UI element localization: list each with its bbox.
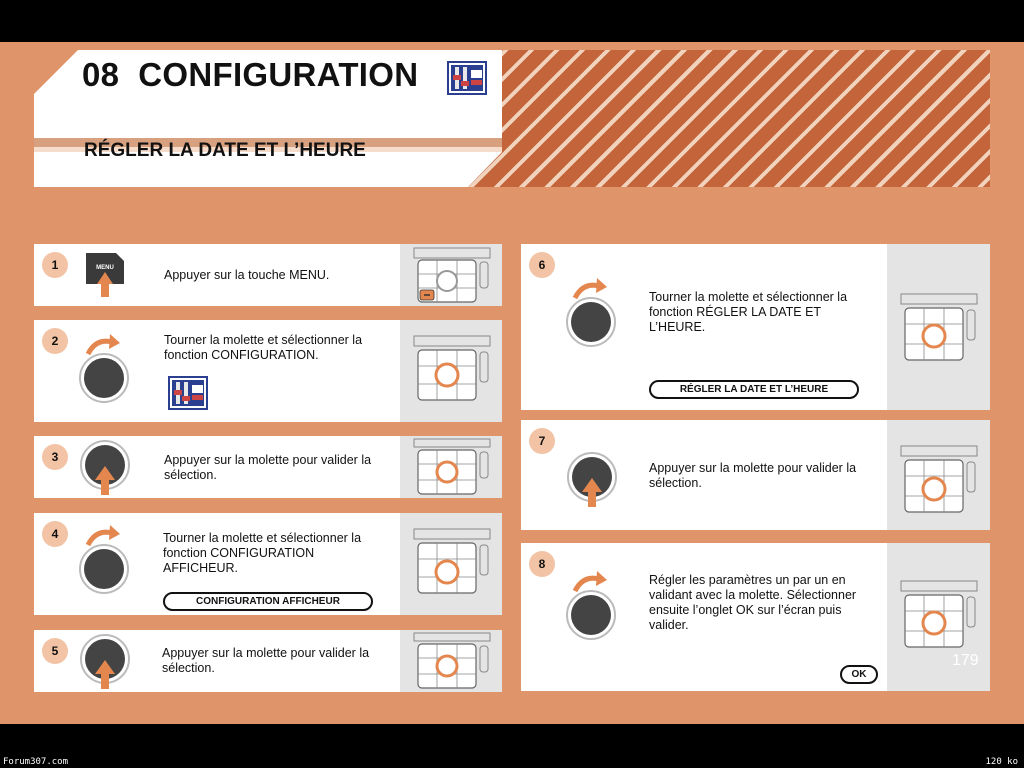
step-number: 1 [42,252,68,278]
step-number: 6 [529,252,555,278]
footer-source: Forum307.com [3,757,69,767]
ok-button: OK [840,665,878,684]
rotate-knob-icon [78,330,132,404]
step-text: Appuyer sur la molette pour valider la sélection. [164,453,372,482]
press-knob-icon [567,450,617,508]
svg-text:MENU: MENU [96,265,114,271]
configuration-icon [447,61,487,95]
step-text: Tourner la molette et sélectionner la fonction CONFIGURATION AFFICHEUR. [163,531,362,575]
step-number: 4 [42,521,68,547]
step-number: 3 [42,444,68,470]
step-number: 7 [529,428,555,454]
configuration-afficheur-button: CONFIGURATION AFFICHEUR [163,592,373,611]
control-panel-illustration [887,420,990,530]
page-subtitle: RÉGLER LA DATE ET L’HEURE [84,140,366,161]
page-title: 08 CONFIGURATION [82,56,419,93]
control-panel-illustration [400,320,502,422]
page-number: 179 [952,652,979,669]
step-8 [521,543,990,691]
step-number: 2 [42,328,68,354]
press-knob-icon [80,632,130,690]
top-black-bar [0,0,1024,42]
step-7 [521,420,990,530]
footer-size: 120 ko [985,757,1018,767]
step-5 [34,630,502,692]
control-panel-illustration [400,513,502,615]
step-text: Tourner la molette et sélectionner la fonction RÉGLER LA DATE ET L’HEURE. [649,290,848,334]
regler-date-heure-button: RÉGLER LA DATE ET L’HEURE [649,380,859,399]
step-number: 8 [529,551,555,577]
step-4 [34,513,502,615]
step-2 [34,320,502,422]
hatched-banner [458,50,990,187]
step-text: Appuyer sur la molette pour valider la sélection. [162,646,370,675]
rotate-knob-icon [565,567,619,641]
control-panel-illustration [400,436,502,498]
step-number: 5 [42,638,68,664]
press-knob-icon [80,438,130,496]
step-text: Régler les paramètres un par un en validant avec la molette. Sélectionner ensuite l’onglet OK sur l’écran puis valider. [649,573,857,632]
step-6 [521,244,990,410]
configuration-icon [168,376,208,410]
step-text: Tourner la molette et sélectionner la fonction CONFIGURATION. [164,333,363,362]
menu-button-icon [82,250,126,298]
step-1 [34,244,502,306]
step-text: Appuyer sur la touche MENU. [164,268,330,282]
step-text: Appuyer sur la molette pour valider la sélection. [649,461,857,490]
control-panel-illustration [400,244,502,306]
rotate-knob-icon [78,521,132,595]
bottom-black-bar [0,724,1024,768]
control-panel-illustration [400,630,502,692]
control-panel-illustration [887,244,990,410]
rotate-knob-icon [565,274,619,348]
step-3 [34,436,502,498]
